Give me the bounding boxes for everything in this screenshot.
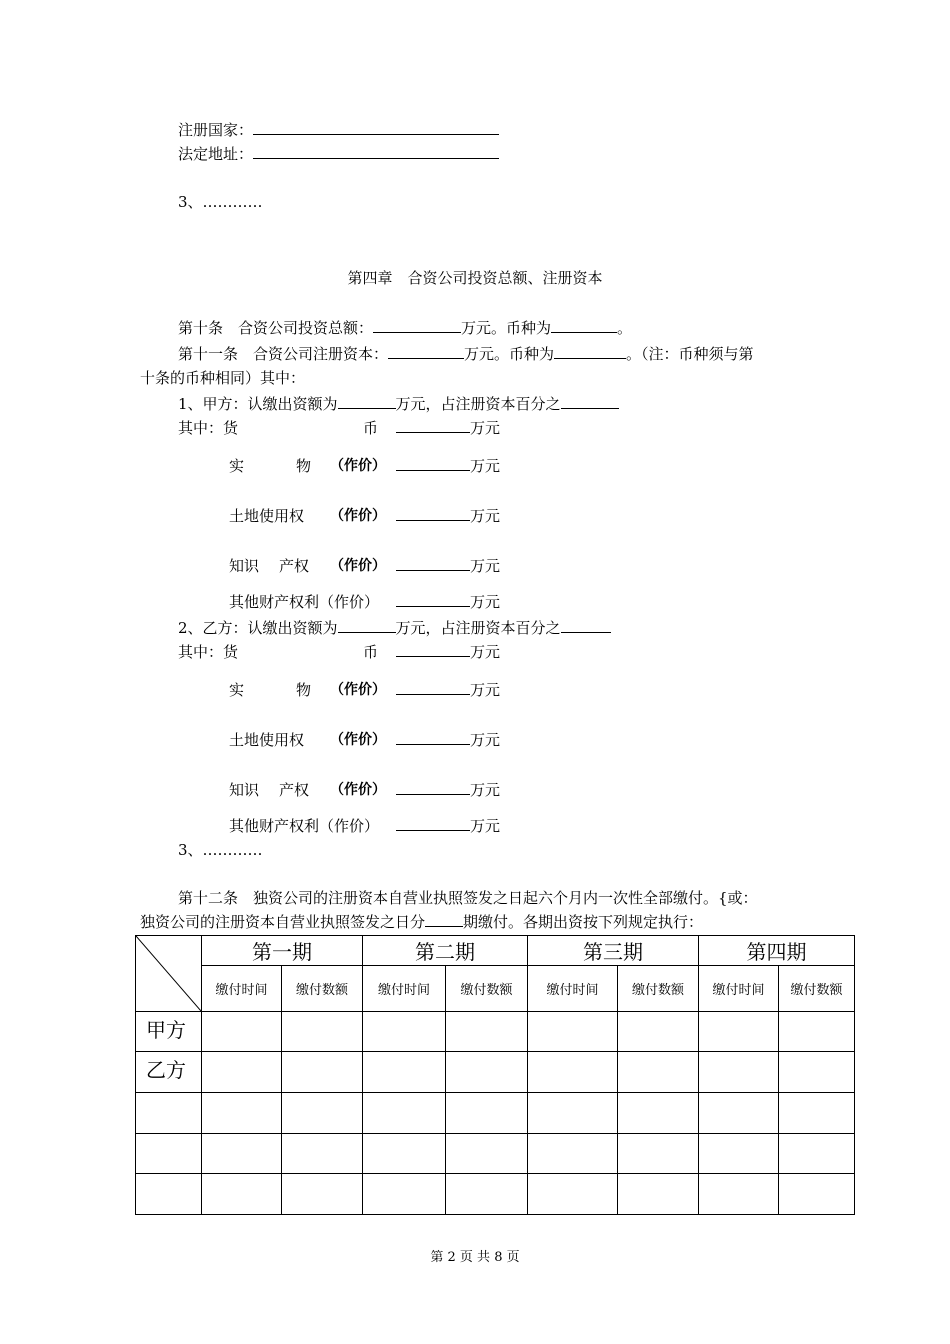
item-3-upper: 3、………… (178, 193, 263, 211)
article-11-mid: 万元。币种为 (464, 345, 555, 363)
table-cell[interactable] (779, 1174, 855, 1215)
period-header-row (136, 936, 855, 966)
party-b-ip-blank[interactable] (396, 780, 470, 795)
table-cell[interactable] (446, 1052, 528, 1093)
party-a-currency-blank[interactable] (396, 418, 470, 433)
row-label-empty (136, 1174, 202, 1215)
party-a-land-unit: 万元 (470, 507, 501, 525)
table-cell[interactable] (202, 1134, 282, 1174)
table-cell[interactable] (282, 1052, 363, 1093)
party-b-other-row (396, 816, 500, 836)
table-cell[interactable] (528, 1134, 618, 1174)
table-cell[interactable] (779, 1093, 855, 1134)
article-10-prefix: 第十条 合资公司投资总额： (178, 319, 374, 337)
sub-header-time: 缴付时间 (202, 966, 282, 1012)
table-cell[interactable] (202, 1052, 282, 1093)
party-a-land-row (396, 506, 500, 526)
party-b-mid: 万元，占注册资本百分之 (395, 619, 561, 637)
party-b-physical-unit: 万元 (470, 681, 501, 699)
table-cell[interactable] (528, 1174, 618, 1215)
party-a-other-row (396, 592, 500, 612)
party-a-ip-unit: 万元 (470, 557, 501, 575)
table-cell[interactable] (699, 1093, 779, 1134)
party-a-currency-unit: 万元 (470, 419, 501, 437)
party-b-currency-char: 币 (363, 643, 379, 661)
art11-currency-blank[interactable] (554, 344, 626, 359)
table-cell[interactable] (363, 1052, 446, 1093)
sub-header-time: 缴付时间 (363, 966, 446, 1012)
party-a-physical-unit: 万元 (470, 457, 501, 475)
article-10-end: 。 (617, 319, 633, 337)
table-cell[interactable] (446, 1134, 528, 1174)
table-cell[interactable] (618, 1052, 699, 1093)
diagonal-corner-cell (136, 936, 202, 1012)
table-cell[interactable] (202, 1174, 282, 1215)
table-cell[interactable] (699, 1052, 779, 1093)
party-a-ip-row (396, 556, 500, 576)
party-b-ip-a: 知识 (229, 781, 260, 799)
table-cell[interactable] (282, 1134, 363, 1174)
table-cell[interactable] (446, 1174, 528, 1215)
article-11 (178, 344, 754, 364)
party-b-ip-val: （作价） (330, 782, 386, 798)
table-cell[interactable] (363, 1012, 446, 1052)
installments-blank[interactable] (425, 912, 463, 927)
table-cell[interactable] (528, 1093, 618, 1134)
article-12-suffix: 期缴付。各期出资按下列规定执行： (463, 913, 704, 931)
period-3-header: 第三期 (528, 936, 699, 966)
row-label-party-b: 乙方 (136, 1052, 202, 1093)
table-row (136, 1174, 855, 1215)
table-cell[interactable] (363, 1174, 446, 1215)
article-12-prefix: 独资公司的注册资本自营业执照签发之日分 (140, 913, 426, 931)
legal-address-label: 法定地址： (178, 145, 254, 163)
table-cell[interactable] (699, 1012, 779, 1052)
table-cell[interactable] (779, 1134, 855, 1174)
party-b-ip-row (396, 780, 500, 800)
table-cell[interactable] (618, 1012, 699, 1052)
table-cell[interactable] (528, 1052, 618, 1093)
party-b-line (178, 618, 611, 638)
registered-capital-blank[interactable] (388, 344, 464, 359)
party-a-line (178, 394, 619, 414)
party-a-land-blank[interactable] (396, 506, 470, 521)
article-12-line2 (140, 912, 703, 932)
table-cell[interactable] (202, 1012, 282, 1052)
table-cell[interactable] (618, 1093, 699, 1134)
item-3-lower: 3、………… (178, 841, 263, 859)
party-a-ip-a: 知识 (229, 557, 260, 575)
table-cell[interactable] (618, 1174, 699, 1215)
payment-schedule-table (135, 935, 855, 1215)
party-b-land: 土地使用权 (229, 731, 305, 749)
total-investment-blank[interactable] (373, 318, 461, 333)
table-cell[interactable] (618, 1134, 699, 1174)
party-a-amount-blank[interactable] (338, 394, 396, 409)
party-b-of-which: 其中：货 (178, 643, 239, 661)
row-label-empty (136, 1134, 202, 1174)
party-a-physical-a: 实 (229, 457, 245, 475)
chapter-title: 第四章 合资公司投资总额、注册资本 (347, 269, 603, 287)
party-b-land-unit: 万元 (470, 731, 501, 749)
sub-header-amount: 缴付数额 (446, 966, 528, 1012)
party-a-physical-b: 物 (296, 457, 312, 475)
sub-header-row (136, 966, 855, 1012)
period-4-header: 第四期 (699, 936, 855, 966)
party-b-physical-val: （作价） (330, 682, 386, 698)
party-a-of-which: 其中：货 (178, 419, 239, 437)
art10-currency-blank[interactable] (551, 318, 617, 333)
table-cell[interactable] (699, 1174, 779, 1215)
row-label-empty (136, 1093, 202, 1134)
table-cell[interactable] (282, 1012, 363, 1052)
legal-address-line (178, 144, 499, 164)
party-a-land: 土地使用权 (229, 507, 305, 525)
party-b-physical-a: 实 (229, 681, 245, 699)
article-11-prefix: 第十一条 合资公司注册资本： (178, 345, 389, 363)
party-b-ip-unit: 万元 (470, 781, 501, 799)
period-2-header: 第二期 (363, 936, 528, 966)
reg-country-line (178, 120, 499, 140)
sub-header-amount: 缴付数额 (779, 966, 855, 1012)
sub-header-amount: 缴付数额 (618, 966, 699, 1012)
legal-address-blank[interactable] (253, 144, 499, 159)
reg-country-blank[interactable] (253, 120, 499, 135)
table-cell[interactable] (446, 1093, 528, 1134)
party-a-currency-char: 币 (363, 419, 379, 437)
reg-country-label: 注册国家： (178, 121, 254, 139)
party-a-physical-blank[interactable] (396, 456, 470, 471)
party-b-other: 其他财产权利（作价） (229, 817, 380, 835)
table-cell[interactable] (699, 1134, 779, 1174)
table-row (136, 1134, 855, 1174)
party-b-ip-b: 产权 (279, 781, 310, 799)
table-cell[interactable] (779, 1012, 855, 1052)
party-b-other-unit: 万元 (470, 817, 501, 835)
sub-header-amount: 缴付数额 (282, 966, 363, 1012)
sub-header-time: 缴付时间 (528, 966, 618, 1012)
table-cell[interactable] (779, 1052, 855, 1093)
party-b-physical-b: 物 (296, 681, 312, 699)
table-cell[interactable] (446, 1012, 528, 1052)
table-row (136, 1012, 855, 1052)
party-b-land-val: （作价） (330, 732, 386, 748)
party-a-physical-row (396, 456, 500, 476)
party-b-currency-blank[interactable] (396, 642, 470, 657)
party-b-physical-row (396, 680, 500, 700)
party-a-other: 其他财产权利（作价） (229, 593, 380, 611)
article-11-end: 。（注：币种须与第 (626, 345, 754, 363)
table-row (136, 1093, 855, 1134)
party-b-prefix: 2、乙方：认缴出资额为 (178, 619, 338, 637)
table-row (136, 1052, 855, 1093)
party-a-physical-val: （作价） (330, 458, 386, 474)
party-b-currency-unit: 万元 (470, 643, 501, 661)
table-cell[interactable] (363, 1134, 446, 1174)
party-a-other-blank[interactable] (396, 592, 470, 607)
party-a-mid: 万元，占注册资本百分之 (395, 395, 561, 413)
page-footer: 第 2 页 共 8 页 (430, 1250, 520, 1265)
article-10-mid: 万元。币种为 (461, 319, 552, 337)
party-a-other-unit: 万元 (470, 593, 501, 611)
party-a-ip-blank[interactable] (396, 556, 470, 571)
sub-header-time: 缴付时间 (699, 966, 779, 1012)
party-b-percent-blank[interactable] (561, 618, 611, 633)
party-b-land-blank[interactable] (396, 730, 470, 745)
party-a-prefix: 1、甲方：认缴出资额为 (178, 395, 338, 413)
row-label-party-a: 甲方 (136, 1012, 202, 1052)
party-a-land-val: （作价） (330, 508, 386, 524)
table-cell[interactable] (363, 1093, 446, 1134)
article-12-line1: 第十二条 独资公司的注册资本自营业执照签发之日起六个月内一次性全部缴付。{或： (178, 889, 758, 907)
party-b-amount-blank[interactable] (338, 618, 396, 633)
table-cell[interactable] (282, 1174, 363, 1215)
diagonal-line-icon (136, 936, 201, 1011)
party-a-currency-row (396, 418, 500, 438)
table-cell[interactable] (528, 1012, 618, 1052)
article-10 (178, 318, 632, 338)
table-cell[interactable] (282, 1093, 363, 1134)
article-11-cont: 十条的币种相同）其中： (140, 369, 306, 387)
party-b-other-blank[interactable] (396, 816, 470, 831)
party-b-currency-row (396, 642, 500, 662)
period-1-header: 第一期 (202, 936, 363, 966)
party-a-ip-val: （作价） (330, 558, 386, 574)
party-b-land-row (396, 730, 500, 750)
party-a-ip-b: 产权 (279, 557, 310, 575)
table-cell[interactable] (202, 1093, 282, 1134)
party-b-physical-blank[interactable] (396, 680, 470, 695)
party-a-percent-blank[interactable] (561, 394, 619, 409)
